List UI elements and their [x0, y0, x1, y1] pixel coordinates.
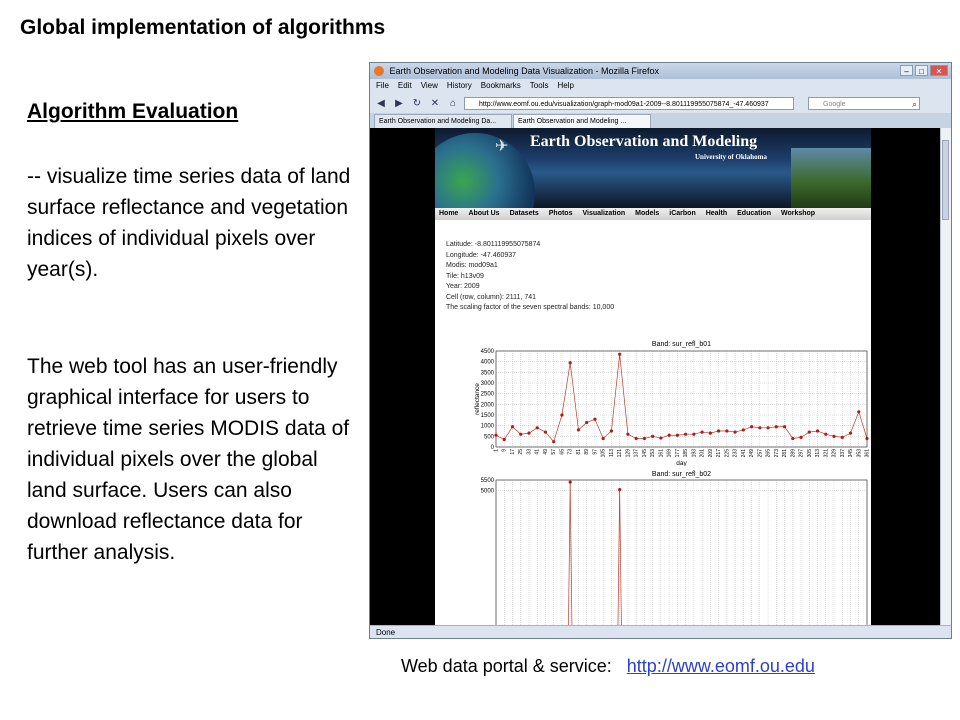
y-tick-label: 5000 [480, 488, 494, 495]
minimize-button[interactable]: – [900, 65, 913, 76]
x-tick-label: 81 [575, 449, 582, 455]
url-bar[interactable]: http://www.eomf.ou.edu/visualization/graph-mod09a1-2009--8.801119955075874_-47.460937 [464, 97, 794, 110]
y-tick-label: 4000 [480, 359, 494, 366]
footer-label: Web data portal & service: [401, 656, 612, 676]
info-year: Year: 2009 [446, 283, 480, 290]
scrollbar-thumb[interactable] [942, 140, 949, 220]
nav-photos[interactable]: Photos [548, 210, 573, 217]
data-point [791, 437, 794, 440]
x-tick-label: 145 [641, 449, 648, 458]
data-point [602, 437, 605, 440]
web-page [435, 128, 871, 625]
x-tick-label: 241 [740, 449, 747, 458]
x-tick-label: 49 [542, 449, 549, 455]
x-tick-label: 329 [831, 449, 838, 458]
globe-image [435, 133, 535, 208]
x-tick-label: 161 [658, 449, 665, 458]
field-image [791, 148, 871, 208]
x-tick-label: 265 [765, 449, 772, 458]
x-tick-label: 169 [666, 449, 673, 458]
info-longitude: Longitude: -47.460937 [446, 251, 517, 259]
plot-area [496, 351, 867, 447]
data-point [676, 434, 679, 437]
data-point [626, 433, 629, 436]
search-input[interactable] [808, 97, 920, 110]
x-tick-label: 177 [674, 449, 681, 458]
chart-band-b02 [435, 467, 871, 625]
navigation-toolbar [370, 93, 951, 113]
data-point [717, 429, 720, 432]
maximize-button[interactable]: □ [915, 65, 928, 76]
y-axis-label: reflectance [474, 383, 481, 415]
x-tick-label: 361 [864, 449, 871, 458]
section-heading: Algorithm Evaluation [27, 100, 239, 123]
x-tick-label: 217 [716, 449, 723, 458]
x-tick-label: 97 [592, 449, 599, 455]
x-tick-label: 33 [526, 449, 533, 455]
data-point [503, 438, 506, 441]
tab-strip [370, 113, 951, 128]
y-tick-label: 500 [483, 434, 494, 441]
data-point [544, 430, 547, 433]
data-point [816, 429, 819, 432]
x-tick-label: 193 [691, 449, 698, 458]
data-point [610, 429, 613, 432]
data-point [552, 440, 555, 443]
home-icon[interactable]: ⌂ [449, 97, 457, 109]
chart-title: Band: sur_refl_b01 [651, 341, 712, 348]
data-point [668, 434, 671, 437]
menu-help[interactable]: Help [557, 81, 574, 90]
x-tick-label: 233 [732, 449, 739, 458]
chart-title: Band: sur_refl_b02 [651, 471, 712, 478]
forward-icon[interactable]: ▶ [395, 97, 403, 109]
data-point [824, 433, 827, 436]
y-tick-label: 3000 [480, 381, 494, 387]
reload-icon[interactable]: ↻ [412, 97, 422, 109]
data-point [766, 426, 769, 429]
x-tick-label: 73 [567, 449, 574, 455]
browser-window [369, 62, 952, 639]
data-point [527, 432, 530, 435]
stop-icon[interactable]: ✕ [430, 97, 440, 109]
tool-paragraph: The web tool has an user-friendly graphical interface for users to retrieve time series MODIS data of individual pixels over the global land surface. Users can also download reflectance data for further analysis. [27, 355, 350, 564]
nav-education[interactable]: Education [737, 210, 771, 217]
x-tick-label: 201 [699, 449, 706, 458]
x-tick-label: 249 [749, 449, 756, 458]
x-tick-label: 209 [707, 449, 714, 458]
data-point [511, 425, 514, 428]
data-point [742, 428, 745, 431]
search-icon[interactable]: ⌕ [911, 98, 917, 109]
x-tick-label: 225 [724, 449, 731, 458]
menu-bar [370, 79, 951, 93]
x-tick-label: 185 [683, 449, 690, 458]
x-tick-label: 105 [600, 449, 607, 458]
data-point [577, 428, 580, 431]
x-tick-label: 313 [815, 449, 822, 458]
x-tick-label: 337 [839, 449, 846, 458]
window-controls [900, 65, 948, 76]
slide-title: Global implementation of algorithms [20, 16, 386, 39]
y-tick-label: 2500 [480, 391, 494, 398]
menu-history[interactable]: History [446, 81, 472, 90]
plot-area [496, 480, 867, 625]
x-tick-label: 25 [518, 449, 525, 455]
data-point [618, 353, 621, 356]
data-point [536, 426, 539, 429]
nav-datasets[interactable]: Datasets [509, 210, 539, 217]
x-tick-label: 121 [617, 449, 624, 458]
y-tick-label: 3500 [480, 370, 494, 377]
data-point [775, 425, 778, 428]
data-point [684, 433, 687, 436]
vertical-scrollbar[interactable] [940, 128, 951, 625]
chart-band-b01 [435, 336, 871, 466]
y-tick-label: 2000 [480, 402, 494, 409]
site-subtitle: University of Oklahoma [695, 153, 767, 161]
info-scaling: The scaling factor of the seven spectral bands: 10,000 [446, 304, 615, 311]
x-tick-label: 345 [848, 449, 855, 458]
data-point [758, 426, 761, 429]
data-point [725, 429, 728, 432]
search-placeholder: Google [823, 100, 846, 108]
description-paragraph: -- visualize time series data of land surface reflectance and vegetation indices of individual pixels over year(s). [27, 165, 351, 281]
tab-1[interactable]: Earth Observation and Modeling Da... [374, 114, 512, 128]
data-point [569, 481, 572, 484]
close-button[interactable]: ✕ [930, 65, 948, 76]
info-latitude: Latitude: -8.801119955075874 [446, 241, 541, 248]
pixel-info [446, 240, 614, 314]
x-tick-label: 41 [534, 449, 541, 455]
menu-view[interactable]: View [420, 81, 438, 90]
data-point [585, 421, 588, 424]
data-point [643, 437, 646, 440]
data-point [569, 361, 572, 364]
nav-home[interactable]: Home [439, 210, 459, 217]
info-modis: Modis: mod09a1 [446, 262, 498, 269]
nav-about-us[interactable]: About Us [468, 210, 500, 217]
y-tick-label: 5500 [480, 478, 494, 484]
y-tick-label: 4500 [480, 349, 494, 355]
info-tile: Tile: h13v09 [446, 272, 484, 280]
x-tick-label: 297 [798, 449, 805, 458]
x-tick-label: 273 [773, 449, 780, 458]
footer-link[interactable]: http://www.eomf.ou.edu [626, 656, 815, 676]
x-tick-label: 113 [608, 449, 615, 457]
window-title: Earth Observation and Modeling Data Visualization - Mozilla Firefox [389, 66, 659, 76]
x-tick-label: 65 [559, 449, 566, 455]
data-point [618, 488, 621, 491]
site-banner [435, 128, 871, 208]
tab-2[interactable]: Earth Observation and Modeling ... [513, 114, 651, 128]
x-tick-label: 289 [790, 449, 797, 458]
data-point [783, 425, 786, 428]
menu-bookmarks[interactable]: Bookmarks [480, 81, 521, 90]
data-point [808, 430, 811, 433]
nav-workshop[interactable]: Workshop [780, 210, 816, 217]
data-point [865, 437, 868, 440]
x-tick-label: 1 [493, 449, 500, 452]
data-point [560, 413, 563, 416]
x-tick-label: 137 [633, 449, 640, 458]
data-point [709, 432, 712, 435]
data-point [733, 430, 736, 433]
nav-visualization[interactable]: Visualization [582, 210, 626, 217]
site-title: Earth Observation and Modeling [530, 133, 758, 150]
x-tick-label: 129 [625, 449, 632, 458]
page-viewport [370, 128, 941, 625]
data-point [494, 434, 497, 437]
data-point [659, 436, 662, 439]
data-point [701, 430, 704, 433]
x-tick-label: 257 [757, 449, 764, 458]
data-point [651, 435, 654, 438]
data-point [832, 435, 835, 438]
nav-models[interactable]: Models [635, 210, 660, 217]
x-tick-label: 89 [584, 449, 591, 455]
satellite-icon: ✈ [495, 138, 509, 155]
y-tick-label: 1500 [480, 413, 494, 419]
x-tick-label: 321 [823, 449, 830, 458]
data-point [519, 433, 522, 436]
data-point [857, 410, 860, 413]
x-tick-label: 153 [650, 449, 657, 458]
data-point [593, 418, 596, 421]
data-point [849, 432, 852, 435]
nav-health[interactable]: Health [705, 210, 728, 217]
data-point [692, 433, 695, 436]
nav-icarbon[interactable]: iCarbon [669, 210, 696, 217]
menu-file[interactable]: File [376, 81, 389, 90]
data-point [750, 425, 753, 428]
x-tick-label: 57 [551, 449, 558, 455]
y-tick-label: 0 [490, 445, 494, 451]
status-bar: Done [370, 625, 951, 638]
x-tick-label: 17 [509, 449, 516, 455]
firefox-icon [374, 66, 384, 76]
x-axis-label: day [676, 460, 687, 466]
footer [401, 656, 815, 677]
x-tick-label: 281 [782, 449, 789, 458]
x-tick-label: 9 [501, 449, 508, 452]
info-cell: Cell (row, column): 2111, 741 [446, 293, 537, 301]
back-icon[interactable]: ◀ [377, 97, 385, 109]
menu-tools[interactable]: Tools [529, 81, 549, 90]
data-point [841, 436, 844, 439]
x-tick-label: 305 [806, 449, 813, 458]
data-point [635, 437, 638, 440]
menu-edit[interactable]: Edit [397, 81, 412, 90]
site-nav [435, 208, 871, 220]
data-point [799, 436, 802, 439]
y-tick-label: 1000 [480, 423, 494, 430]
x-tick-label: 353 [856, 449, 863, 458]
window-titlebar [370, 63, 951, 79]
